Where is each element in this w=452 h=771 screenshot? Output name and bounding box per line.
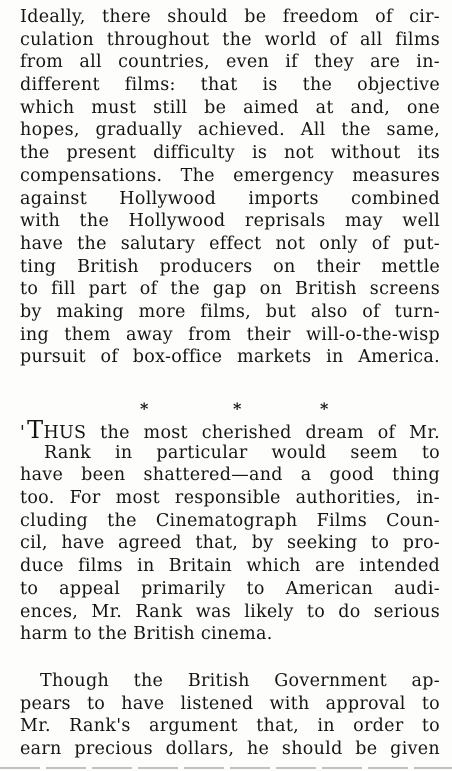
separator-star: * xyxy=(233,399,242,418)
text-line: hopes, gradually achieved. All the same, xyxy=(20,120,440,141)
text-line: pears to have listened with approval to xyxy=(20,693,440,714)
text-line: Mr. Rank's argument that, in order to xyxy=(20,716,440,737)
paragraph-3 xyxy=(20,670,440,761)
text-line: Though the British Government ap- xyxy=(40,671,440,691)
text-line: have the salutary effect not only of put- xyxy=(20,233,440,254)
text-line: have been shattered—and a good thing xyxy=(20,465,440,486)
text-line: different films: that is the objective xyxy=(20,75,440,96)
text-line: harm to the British cinema. xyxy=(20,624,273,645)
text-line: by making more films, but also of turn- xyxy=(20,301,440,322)
text-line: ences, Mr. Rank was likely to do serious xyxy=(20,601,440,622)
text-line: earn precious dollars, he should be given xyxy=(20,739,440,760)
text-line: compensations. The emergency measures xyxy=(20,165,440,186)
text-line-dropcap xyxy=(20,419,440,442)
separator-star: * xyxy=(140,399,149,418)
bottom-rule xyxy=(0,767,452,769)
text-line: Ideally, there should be freedom of cir- xyxy=(20,7,440,27)
text-line: pursuit of box-office markets in America. xyxy=(20,347,440,368)
text-line: to appeal primarily to American audi- xyxy=(20,578,440,599)
text-line: from all countries, even if they are in- xyxy=(20,52,440,73)
dropcap-mark: ' xyxy=(20,423,26,442)
paragraph-1 xyxy=(20,6,440,369)
text-line: against Hollywood imports combined xyxy=(20,188,440,209)
text-line: culation throughout the world of all films xyxy=(20,29,440,50)
text-line: with the Hollywood reprisals may well xyxy=(20,211,440,232)
text-line: ting British producers on their mettle xyxy=(20,256,440,277)
text-line: to fill part of the gap on British screens xyxy=(20,279,440,300)
text-line: ing them away from their will-o-the-wisp xyxy=(20,324,440,345)
text-line: cil, have agreed that, by seeking to pro- xyxy=(20,533,440,554)
paragraph-2 xyxy=(20,419,440,646)
text-line-first: HUS the most cherished dream of Mr. xyxy=(43,423,440,442)
text-line: which must still be aimed at and, one xyxy=(20,97,440,118)
section-separator xyxy=(20,398,440,418)
dropcap-letter: T xyxy=(27,419,44,442)
text-line: the present difficulty is not without its xyxy=(20,143,440,164)
separator-star: * xyxy=(320,399,329,418)
text-line: duce films in Britain which are intended xyxy=(20,556,440,577)
text-line: Rank in particular would seem to xyxy=(44,442,440,463)
text-line: cluding the Cinematograph Films Coun- xyxy=(20,510,440,531)
text-line: too. For most responsible authorities, in- xyxy=(20,488,440,509)
